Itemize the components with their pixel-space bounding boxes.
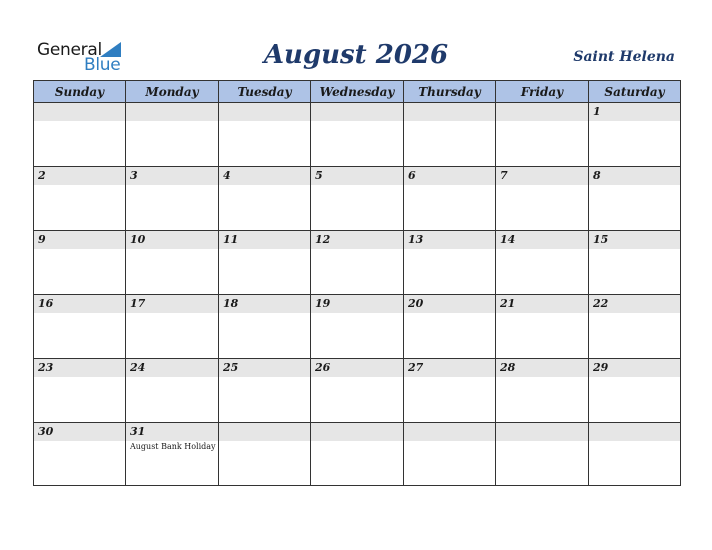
day-number: 13: [404, 231, 495, 249]
day-cell: [589, 103, 681, 167]
day-number: 22: [589, 295, 680, 313]
day-cell: [404, 423, 496, 486]
weekday-friday: Friday: [496, 81, 589, 103]
day-cell: [126, 231, 219, 295]
day-number: [311, 103, 403, 121]
day-cell: [311, 231, 404, 295]
day-number: 6: [404, 167, 495, 185]
day-number: [496, 423, 588, 441]
day-number: [404, 423, 495, 441]
day-number: 11: [219, 231, 310, 249]
day-cell: [496, 231, 589, 295]
day-cell: [404, 103, 496, 167]
day-cell: [311, 359, 404, 423]
day-cell: [219, 231, 311, 295]
day-number: 17: [126, 295, 218, 313]
day-cell: [404, 359, 496, 423]
day-number: 9: [34, 231, 125, 249]
day-cell: [34, 103, 126, 167]
day-cell: [496, 295, 589, 359]
day-number: [311, 423, 403, 441]
day-cell: [219, 103, 311, 167]
week-row-5: [34, 359, 681, 423]
day-cell: [126, 359, 219, 423]
day-cell: [219, 295, 311, 359]
day-number: 30: [34, 423, 125, 441]
day-number: 28: [496, 359, 588, 377]
day-cell: [496, 423, 589, 486]
week-row-1: [34, 103, 681, 167]
day-cell: [311, 103, 404, 167]
day-cell: [34, 359, 126, 423]
day-cell: [219, 423, 311, 486]
day-number: 1: [589, 103, 680, 121]
day-cell: [126, 423, 219, 486]
day-number: 31: [126, 423, 218, 441]
week-row-6: [34, 423, 681, 486]
day-number: [496, 103, 588, 121]
week-row-2: [34, 167, 681, 231]
day-cell: [219, 359, 311, 423]
weekday-sunday: Sunday: [34, 81, 126, 103]
day-cell: [126, 167, 219, 231]
day-number: 2: [34, 167, 125, 185]
day-cell: [589, 167, 681, 231]
day-cell: [589, 231, 681, 295]
logo-blue-text: Blue: [84, 55, 121, 75]
day-cell: [34, 167, 126, 231]
day-cell: [404, 231, 496, 295]
day-number: 16: [34, 295, 125, 313]
day-cell: [589, 359, 681, 423]
day-number: [404, 103, 495, 121]
day-number: 3: [126, 167, 218, 185]
country-label: Saint Helena: [573, 49, 675, 65]
day-number: 19: [311, 295, 403, 313]
weekday-header-row: [34, 81, 681, 103]
weekday-wednesday: Wednesday: [311, 81, 404, 103]
weekday-saturday: Saturday: [589, 81, 681, 103]
page-title: August 2026: [263, 40, 449, 70]
weekday-monday: Monday: [126, 81, 219, 103]
day-cell: [34, 423, 126, 486]
weekday-thursday: Thursday: [404, 81, 496, 103]
day-number: 8: [589, 167, 680, 185]
day-number: 21: [496, 295, 588, 313]
week-row-4: [34, 295, 681, 359]
day-cell: [404, 295, 496, 359]
day-cell: [589, 423, 681, 486]
day-cell: [496, 359, 589, 423]
day-number: 24: [126, 359, 218, 377]
day-number: 29: [589, 359, 680, 377]
day-cell: [311, 423, 404, 486]
day-cell: [311, 295, 404, 359]
day-number: [589, 423, 680, 441]
day-cell: [34, 231, 126, 295]
day-cell: [404, 167, 496, 231]
holiday-label: August Bank Holiday: [130, 442, 216, 451]
day-cell: [496, 103, 589, 167]
day-number: 15: [589, 231, 680, 249]
day-number: 7: [496, 167, 588, 185]
day-cell: [34, 295, 126, 359]
day-number: [219, 423, 310, 441]
weekday-tuesday: Tuesday: [219, 81, 311, 103]
day-number: 18: [219, 295, 310, 313]
day-cell: [496, 167, 589, 231]
day-cell: [311, 167, 404, 231]
day-number: 23: [34, 359, 125, 377]
day-number: [34, 103, 125, 121]
day-number: 14: [496, 231, 588, 249]
day-number: 25: [219, 359, 310, 377]
day-number: 5: [311, 167, 403, 185]
day-number: 27: [404, 359, 495, 377]
day-number: 26: [311, 359, 403, 377]
logo-general-text: General: [37, 40, 102, 60]
day-number: 20: [404, 295, 495, 313]
day-number: [219, 103, 310, 121]
day-cell: [126, 103, 219, 167]
day-cell: [589, 295, 681, 359]
day-number: 10: [126, 231, 218, 249]
week-row-3: [34, 231, 681, 295]
day-number: 4: [219, 167, 310, 185]
calendar-grid: [33, 80, 681, 486]
day-number: 12: [311, 231, 403, 249]
day-cell: [219, 167, 311, 231]
day-number: [126, 103, 218, 121]
day-cell: [126, 295, 219, 359]
